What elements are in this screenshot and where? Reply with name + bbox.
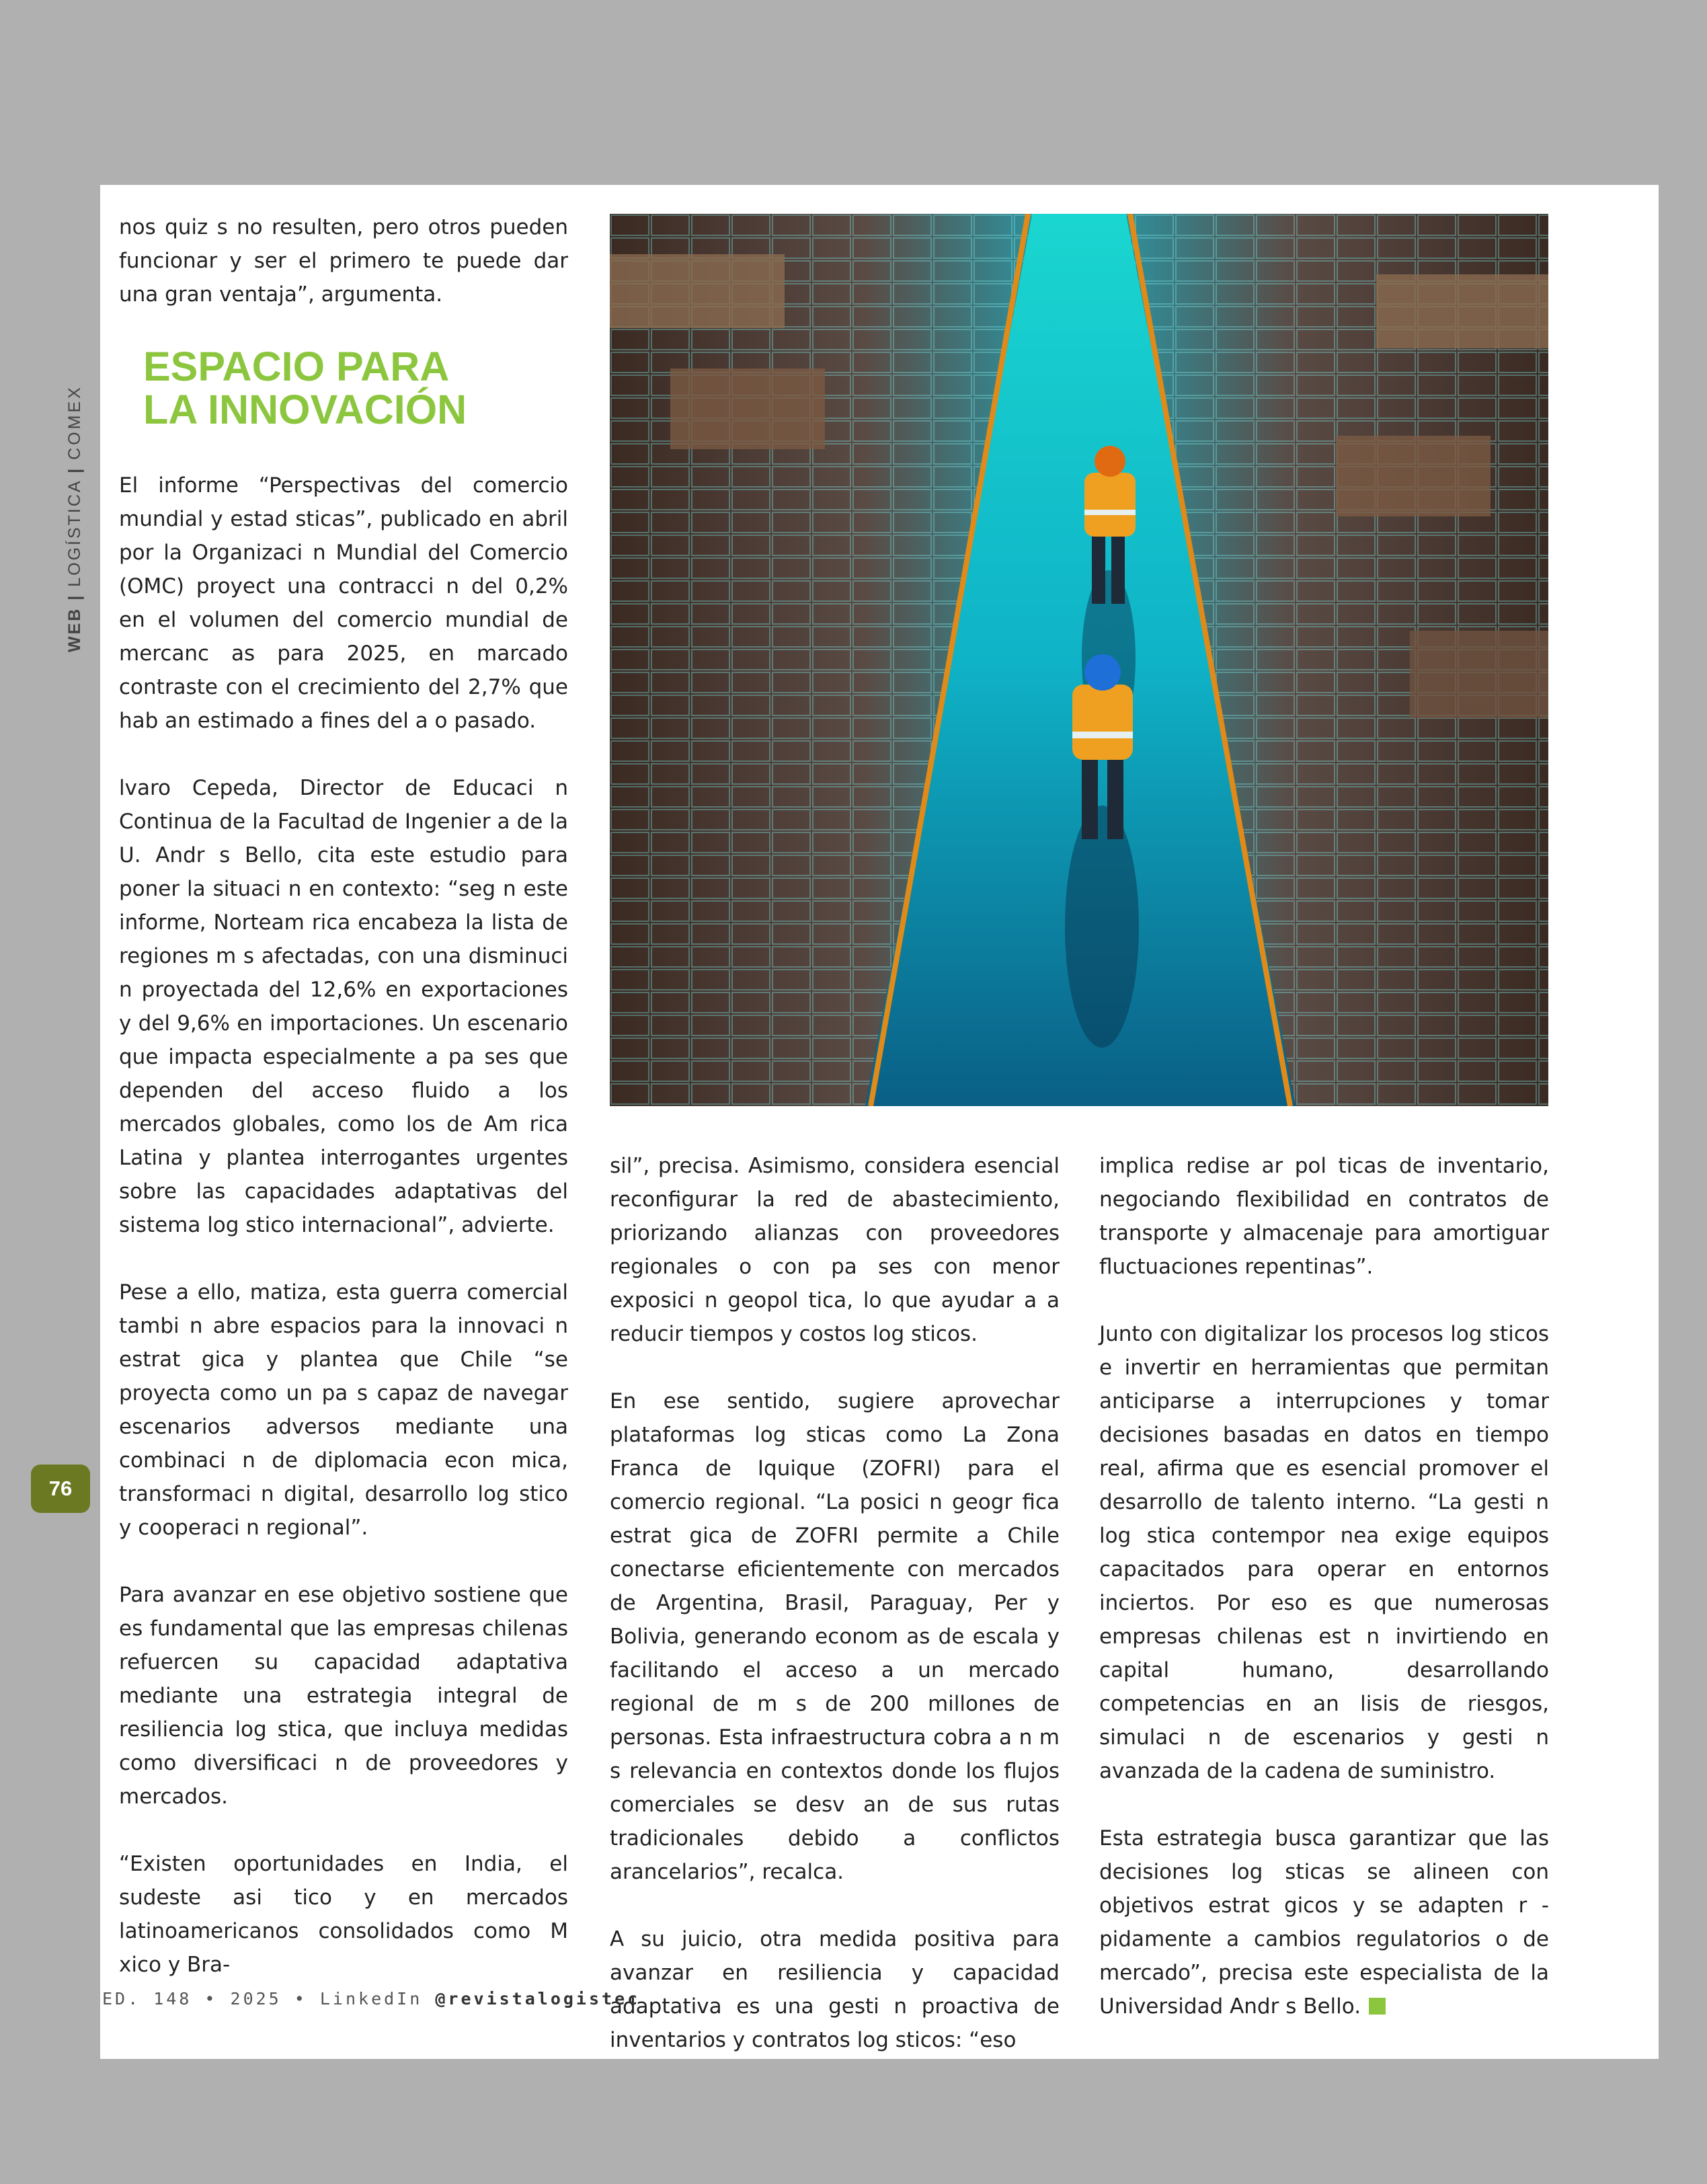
paragraph: “Existen oportunidades en India, el sudeste asi tico y en mercados latinoamericanos consolidados como M xico y Bra- xyxy=(119,1852,568,1977)
article-page xyxy=(100,185,1659,2059)
paragraph: implica redise ar pol ticas de inventario, negociando flexibilidad en contratos de transporte y almacenaje para amortiguar fluctuaciones repentinas”. xyxy=(1099,1154,1549,1279)
section-heading: ESPACIO PARA LA INNOVACIÓN xyxy=(143,344,467,432)
paragraph: Junto con digitalizar los procesos log sticos e invertir en herramientas que permitan anticiparse a interrupciones y tomar decisiones basadas en datos en tiempo real, afirma que es esencial promover el desarrollo de talento interno. “La gesti n log stica contempor nea exige equipos capacitados para operar en entornos inciertos. Por eso es que numerosas empresas chilenas est n invirtiendo en capital humano, desarrollando competencias en an lisis de riesgos, simulaci n de escenarios y gesti n avanzada de la cadena de suministro. xyxy=(1099,1322,1549,1783)
paragraph: Para avanzar en ese objetivo sostiene que es fundamental que las empresas chilenas refuercen su capacidad adaptativa mediante una estrategia integral de resiliencia log stica, que incluya medidas como diversificaci n de proveedores y mercados. xyxy=(119,1583,568,1809)
section-label: WEB | LOGÍSTICA | COMEX xyxy=(65,385,84,652)
article-column-2 xyxy=(610,1149,1060,2057)
end-of-article-square-icon xyxy=(1369,1998,1386,2015)
paragraph: sil”, precisa. Asimismo, considera esencial reconfigurar la red de abastecimiento, priorizando alianzas con proveedores regionales o con pa ses con menor exposici n geopol tica, lo que ayudar a a reducir tiempos y costos log sticos. xyxy=(610,1154,1060,1346)
paragraph: lvaro Cepeda, Director de Educaci n Continua de la Facultad de Ingenier a de la U. Andr s Bello, cita este estudio para poner la situaci n en contexto: “seg n este informe, Norteam rica encabeza la lista de regiones m s afectadas, con una disminuci n proyectada del 12,6% en exportaciones y del 9,6% en importaciones. Un escenario que impacta especialmente a pa ses que dependen del acceso fluido a los mercados globales, como los de Am rica Latina y plantea interrogantes urgentes sobre las capacidades adaptativas del sistema log stico internacional”, advierte. xyxy=(119,776,568,1237)
paragraph: nos quiz s no resulten, pero otros pueden funcionar y ser el primero te puede dar una gran ventaja”, argumenta. xyxy=(119,215,568,307)
footer: ED. 148 • 2025 • LinkedIn @revistalogistec xyxy=(102,1989,641,2008)
paragraph: El informe “Perspectivas del comercio mundial y estad sticas”, publicado en abril por la Organizaci n Mundial del Comercio (OMC) proyect una contracci n del 0,2% en el volumen del comercio mundial de mercanc as para 2025, en marcado contraste con el crecimiento del 2,7% que hab an estimado a fines del a o pasado. xyxy=(119,473,568,733)
paragraph: Esta estrategia busca garantizar que las decisiones log sticas se alineen con objetivos estrat gicos y se adapten r -pidamente a cambios regulatorios o de mercado”, precisa este especialista de la Universidad Andr s Bello. xyxy=(1099,1826,1549,2019)
social-handle: @revistalogistec xyxy=(435,1989,641,2008)
warehouse-photo xyxy=(610,214,1548,1106)
paragraph: A su juicio, otra medida positiva para avanzar en resiliencia y capacidad adaptativa es una gesti n proactiva de inventarios y contratos log sticos: “eso xyxy=(610,1927,1060,2052)
paragraph: Pese a ello, matiza, esta guerra comercial tambi n abre espacios para la innovaci n estrat gica y plantea que Chile “se proyecta como un pa s capaz de navegar escenarios adversos mediante una combinaci n de diplomacia econ mica, transformaci n digital, desarrollo log stico y cooperaci n regional”. xyxy=(119,1280,568,1540)
article-column-1 xyxy=(119,210,568,1982)
article-column-3 xyxy=(1099,1149,1549,2023)
page-number-badge: 76 xyxy=(31,1465,90,1513)
paragraph: En ese sentido, sugiere aprovechar plataformas log sticas como La Zona Franca de Iquique (ZOFRI) para el comercio regional. “La posici n geogr fica estrat gica de ZOFRI permite a Chile conectarse eficientemente con mercados de Argentina, Brasil, Paraguay, Per y Bolivia, generando econom as de escala y facilitando el acceso a un mercado regional de m s de 200 millones de personas. Esta infraestructura cobra a n m s relevancia en contextos donde los flujos comerciales se desv an de sus rutas tradicionales debido a conflictos arancelarios”, recalca. xyxy=(610,1389,1060,1884)
